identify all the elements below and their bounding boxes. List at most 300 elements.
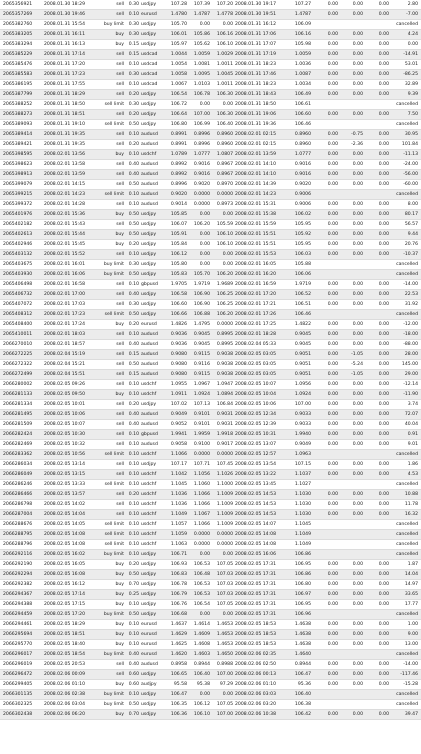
table-row (0, 630, 421, 640)
cell-type: sell (116, 422, 124, 427)
cell-close-price: 0.9051 (294, 352, 311, 357)
table-row (0, 510, 421, 520)
cell-commission: 0.00 (327, 222, 338, 227)
cell-open-time: 2008.01.31 17:14 (44, 52, 86, 57)
table-row (0, 350, 421, 360)
cell-size: 0.20 (128, 492, 139, 497)
cell-type: sell (116, 92, 124, 97)
cell-item: usdjpy (141, 302, 157, 307)
cell-close-time: 2008.01.31 19:06 (235, 112, 277, 117)
cell-open-price: 1.1036 (170, 492, 187, 497)
cell-item: usdjpy (141, 602, 157, 607)
cell-swap: 0.00 (378, 112, 389, 117)
cell-size: 0.50 (128, 702, 139, 707)
cell-open-price: 1.0911 (170, 392, 187, 397)
cell-open-price: 106.35 (170, 702, 187, 707)
cell-stop-loss: 105.62 (193, 42, 210, 47)
cell-close-price: 0.9033 (294, 422, 311, 427)
cell-close-price: 1.0956 (294, 382, 311, 387)
cell-profit: 3.74 (407, 402, 418, 407)
cell-taxes: 0.00 (352, 112, 363, 117)
cell-swap: 0.00 (378, 302, 389, 307)
cell-type: sell (116, 512, 124, 517)
table-row (0, 320, 421, 330)
cell-size: 0.50 (128, 182, 139, 187)
cell-swap: 0.00 (378, 292, 389, 297)
cell-open-time: 2008.02.04 15:21 (44, 362, 86, 367)
cell-close-time: 2008.02.01 14:23 (235, 192, 277, 197)
cell-take-profit: 0.9031 (216, 412, 233, 417)
cell-ticket: 2066287004 (3, 512, 33, 517)
cell-open-time: 2008.02.01 16:06 (44, 272, 86, 277)
cell-profit: cancelled (396, 102, 418, 107)
cell-type: buy (115, 632, 124, 637)
cell-stop-loss: 0.8944 (193, 662, 210, 667)
cell-open-price: 0.9036 (170, 342, 187, 347)
table-row (0, 680, 421, 690)
cell-item: audusd (141, 192, 158, 197)
cell-open-price: 106.65 (170, 672, 187, 677)
cell-stop-loss: 1.9959 (193, 432, 210, 437)
cell-close-price: 106.40 (294, 692, 311, 697)
cell-close-price: 0.9049 (294, 442, 311, 447)
cell-commission: 0.00 (327, 432, 338, 437)
table-row (0, 460, 421, 470)
cell-profit: cancelled (396, 482, 418, 487)
cell-size: 0.30 (128, 72, 139, 77)
cell-close-time: 2008.02.05 10:04 (235, 392, 277, 397)
cell-profit: cancelled (396, 522, 418, 527)
cell-close-time: 2008.02.01 17:20 (235, 292, 277, 297)
cell-close-time: 2008.02.06 02:35 (235, 652, 277, 657)
cell-swap: 0.00 (378, 162, 389, 167)
cell-open-price: 105.70 (170, 22, 187, 27)
cell-open-time: 2008.02.05 10:30 (44, 432, 86, 437)
cell-open-price: 106.71 (170, 552, 187, 557)
cell-swap: 0.00 (378, 382, 389, 387)
cell-ticket: 2065408400 (3, 322, 33, 327)
cell-profit: cancelled (396, 532, 418, 537)
cell-size: 0.10 (128, 152, 139, 157)
cell-item: audusd (141, 442, 158, 447)
cell-ticket: 2065402946 (3, 242, 33, 247)
cell-open-time: 2008.02.04 15:19 (44, 352, 86, 357)
cell-open-time: 2008.02.01 16:58 (44, 282, 86, 287)
table-row (0, 290, 421, 300)
cell-close-price: 1.9719 (294, 282, 311, 287)
cell-taxes: 0.00 (352, 12, 363, 17)
cell-open-time: 2008.01.30 18:29 (44, 2, 86, 7)
cell-item: usdcad (141, 82, 158, 87)
cell-item: usdjpy (141, 312, 157, 317)
cell-profit: -12.00 (403, 322, 418, 327)
cell-close-time: 2008.02.05 03:05 (235, 352, 277, 357)
cell-profit: 2.80 (407, 2, 418, 7)
cell-ticket: 2065403930 (3, 272, 33, 277)
cell-swap: 0.00 (378, 502, 389, 507)
cell-open-price: 106.58 (170, 292, 187, 297)
cell-profit: -86.25 (403, 72, 418, 77)
cell-type: buy limit (103, 702, 124, 707)
cell-item: usdchf (141, 152, 157, 157)
cell-taxes: 0.00 (352, 2, 363, 7)
cell-taxes: 0.00 (352, 322, 363, 327)
cell-close-price: 106.47 (294, 672, 311, 677)
cell-open-price: 1.1042 (170, 472, 187, 477)
cell-stop-loss: 1.4614 (193, 622, 210, 627)
cell-commission: 0.00 (327, 602, 338, 607)
cell-stop-loss: 1.0081 (193, 62, 210, 67)
table-row (0, 550, 421, 560)
cell-ticket: 2065387799 (3, 92, 33, 97)
cell-swap: 0.00 (378, 442, 389, 447)
cell-swap: 0.00 (378, 12, 389, 17)
cell-swap: 0.00 (378, 252, 389, 257)
cell-open-time: 2008.02.05 16:12 (44, 582, 86, 587)
table-row (0, 660, 421, 670)
cell-close-time: 2008.02.05 17:31 (235, 582, 277, 587)
cell-item: usdjpy (141, 22, 157, 27)
cell-open-time: 2008.02.01 17:23 (44, 312, 86, 317)
cell-item: usdcad (141, 72, 158, 77)
cell-take-profit: 0.00 (222, 252, 233, 257)
cell-open-price: 0.9080 (170, 352, 187, 357)
cell-take-profit: 0.00 (222, 212, 233, 217)
cell-item: gbpusd (141, 282, 158, 287)
cell-commission: 0.00 (327, 172, 338, 177)
cell-profit: 56.57 (404, 222, 418, 227)
cell-type: buy (115, 642, 124, 647)
cell-item: audusd (141, 202, 158, 207)
cell-stop-loss: 1.1066 (193, 522, 210, 527)
cell-type: sell (116, 332, 124, 337)
cell-stop-loss: 106.53 (193, 592, 210, 597)
cell-stop-loss: 1.4608 (193, 642, 210, 647)
cell-ticket: 2065410011 (3, 332, 33, 337)
cell-profit: -12.14 (403, 382, 418, 387)
cell-type: sell limit (104, 532, 124, 537)
cell-taxes: 0.00 (352, 232, 363, 237)
cell-commission: 0.00 (327, 562, 338, 567)
cell-size: 0.40 (128, 662, 139, 667)
cell-commission: 0.00 (327, 32, 338, 37)
cell-taxes: 0.00 (352, 662, 363, 667)
cell-type: sell (116, 252, 124, 257)
cell-open-time: 2008.02.05 14:02 (44, 502, 86, 507)
cell-close-price: 106.42 (294, 712, 311, 717)
cell-open-price: 105.97 (170, 42, 187, 47)
cell-open-time: 2008.01.31 19:35 (44, 142, 86, 147)
cell-commission: 0.00 (327, 292, 338, 297)
cell-profit: -14.00 (403, 662, 418, 667)
cell-item: audusd (141, 662, 158, 667)
cell-open-time: 2008.02.01 18:57 (44, 342, 86, 347)
cell-item: usdjpy (141, 212, 157, 217)
cell-open-price: 106.36 (170, 712, 187, 717)
cell-stop-loss: 0.9020 (193, 182, 210, 187)
cell-item: usdjpy (141, 222, 157, 227)
cell-item: usdjpy (141, 712, 157, 717)
cell-open-time: 2008.02.06 00:09 (44, 672, 86, 677)
cell-item: audusd (141, 362, 158, 367)
cell-close-price: 105.95 (294, 242, 311, 247)
cell-close-price: 106.46 (294, 312, 311, 317)
cell-size: 0.10 (128, 12, 139, 17)
cell-take-profit: 0.8973 (216, 202, 233, 207)
cell-close-time: 2008.01.31 18:23 (235, 82, 277, 87)
cell-type: sell (116, 202, 124, 207)
cell-profit: 14.97 (404, 582, 418, 587)
cell-commission: 0.00 (327, 712, 338, 717)
table-row (0, 30, 421, 40)
cell-open-time: 2008.02.01 14:15 (44, 182, 86, 187)
cell-profit: 28.00 (404, 352, 418, 357)
cell-stop-loss: 107.71 (193, 462, 210, 467)
cell-ticket: 2065385583 (3, 72, 33, 77)
cell-open-price: 106.76 (170, 602, 187, 607)
cell-ticket: 2066296472 (3, 672, 33, 677)
cell-ticket: 2065406498 (3, 282, 33, 287)
cell-take-profit: 107.05 (216, 702, 233, 707)
cell-size: 0.25 (128, 592, 139, 597)
cell-swap: 0.00 (378, 712, 389, 717)
cell-commission: 0.00 (327, 72, 338, 77)
cell-type: buy limit (103, 692, 124, 697)
cell-item: audusd (141, 372, 158, 377)
cell-size: 0.10 (128, 432, 139, 437)
cell-taxes: 0.00 (352, 562, 363, 567)
cell-open-time: 2008.02.05 20:53 (44, 662, 86, 667)
cell-swap: 0.00 (378, 342, 389, 347)
cell-commission: 0.00 (327, 622, 338, 627)
cell-size: 0.50 (128, 312, 139, 317)
cell-open-time: 2008.02.05 13:14 (44, 462, 86, 467)
cell-swap: 0.00 (378, 72, 389, 77)
cell-commission: 0.00 (327, 352, 338, 357)
cell-close-price: 1.1045 (294, 522, 311, 527)
cell-commission: 0.00 (327, 162, 338, 167)
cell-taxes: 0.00 (352, 682, 363, 687)
cell-size: 0.15 (128, 372, 139, 377)
cell-swap: 0.00 (378, 622, 389, 627)
cell-take-profit: 97.29 (219, 682, 233, 687)
cell-take-profit: 1.1000 (216, 482, 233, 487)
cell-item: usdjpy (141, 582, 157, 587)
cell-open-time: 2008.02.05 16:02 (44, 552, 86, 557)
cell-close-price: 106.52 (294, 292, 311, 297)
cell-item: usdjpy (141, 552, 157, 557)
cell-open-price: 1.1066 (170, 452, 187, 457)
cell-type: buy (115, 232, 124, 237)
cell-type: sell limit (104, 482, 124, 487)
cell-open-price: 1.4620 (170, 652, 187, 657)
cell-type: sell (116, 302, 124, 307)
cell-swap: 0.00 (378, 362, 389, 367)
cell-open-time: 2008.01.31 18:51 (44, 112, 86, 117)
cell-profit: cancelled (396, 192, 418, 197)
cell-size: 0.10 (128, 542, 139, 547)
cell-ticket: 2065406732 (3, 292, 33, 297)
cell-open-time: 2008.02.01 13:59 (44, 172, 86, 177)
cell-ticket: 2066283362 (3, 452, 33, 457)
cell-ticket: 2066302325 (3, 702, 33, 707)
cell-item: usdchf (141, 472, 157, 477)
cell-item: audjpy (141, 682, 157, 687)
cell-open-price: 105.83 (170, 272, 187, 277)
cell-open-price: 0.9049 (170, 412, 187, 417)
cell-take-profit: 0.8967 (216, 162, 233, 167)
cell-stop-loss: 1.4609 (193, 632, 210, 637)
cell-item: usdjpy (141, 692, 157, 697)
cell-take-profit: 0.0000 (216, 452, 233, 457)
cell-close-time: 2008.02.05 14:53 (235, 502, 277, 507)
cell-profit: 1.00 (407, 622, 418, 627)
cell-take-profit: 1.0045 (216, 72, 233, 77)
table-row (0, 620, 421, 630)
cell-type: sell (116, 2, 124, 7)
cell-close-time: 2008.02.01 16:59 (235, 282, 277, 287)
cell-size: 0.50 (128, 222, 139, 227)
cell-close-price: 0.9051 (294, 372, 311, 377)
cell-open-price: 1.1045 (170, 482, 187, 487)
cell-ticket: 2065407072 (3, 302, 33, 307)
cell-open-time: 2008.01.31 19:35 (44, 132, 86, 137)
cell-stop-loss: 106.53 (193, 562, 210, 567)
cell-taxes: -2.36 (351, 142, 363, 147)
cell-open-price: 105.91 (170, 232, 187, 237)
cell-profit: 8.00 (407, 202, 418, 207)
cell-open-price: 106.47 (170, 692, 187, 697)
cell-close-price: 106.97 (294, 592, 311, 597)
cell-ticket: 2066281334 (3, 402, 33, 407)
cell-take-profit: 0.00 (222, 612, 233, 617)
cell-size: 0.10 (128, 442, 139, 447)
cell-item: usdjpy (141, 42, 157, 47)
cell-open-time: 2008.02.01 14:23 (44, 192, 86, 197)
cell-swap: 0.00 (378, 582, 389, 587)
cell-open-time: 2008.02.05 18:51 (44, 632, 86, 637)
cell-size: 0.10 (128, 132, 139, 137)
cell-size: 0.30 (128, 32, 139, 37)
cell-commission: 0.00 (327, 662, 338, 667)
cell-commission: 0.00 (327, 672, 338, 677)
cell-open-time: 2008.02.05 09:26 (44, 382, 86, 387)
cell-close-time: 2008.02.01 02:15 (235, 132, 277, 137)
cell-open-time: 2008.02.05 10:32 (44, 442, 86, 447)
cell-close-time: 2008.02.05 12:57 (235, 452, 277, 457)
cell-type: buy limit (103, 552, 124, 557)
cell-take-profit: 106.30 (216, 92, 233, 97)
cell-profit: cancelled (396, 692, 418, 697)
cell-take-profit: 0.00 (222, 262, 233, 267)
cell-item: usdchf (141, 452, 157, 457)
cell-take-profit: 107.00 (216, 672, 233, 677)
cell-close-time: 2008.02.01 15:51 (235, 242, 277, 247)
cell-take-profit: 1.1009 (216, 522, 233, 527)
cell-take-profit: 0.00 (222, 552, 233, 557)
cell-taxes: -1.05 (351, 372, 363, 377)
cell-item: eurusd (141, 12, 157, 17)
cell-item: usdjpy (141, 32, 157, 37)
table-row (0, 700, 421, 710)
cell-stop-loss: 0.9016 (193, 162, 210, 167)
cell-ticket: 2066292294 (3, 572, 33, 577)
table-row (0, 200, 421, 210)
cell-stop-loss: 1.1056 (193, 472, 210, 477)
cell-type: buy limit (103, 262, 124, 267)
cell-open-price: 1.9941 (170, 432, 187, 437)
cell-close-time: 2008.02.01 14:10 (235, 162, 277, 167)
cell-taxes: 0.00 (352, 212, 363, 217)
cell-commission: 0.00 (327, 82, 338, 87)
cell-open-price: 106.60 (170, 302, 187, 307)
cell-take-profit: 1.1009 (216, 492, 233, 497)
cell-close-time: 2008.01.30 19:51 (235, 12, 277, 17)
cell-item: usdjpy (141, 262, 157, 267)
cell-swap: 0.00 (378, 472, 389, 477)
cell-close-price: 0.9016 (294, 162, 311, 167)
cell-profit: 40.04 (404, 422, 418, 427)
cell-swap: 0.00 (378, 602, 389, 607)
cell-open-time: 2008.02.01 13:56 (44, 152, 86, 157)
cell-close-price: 1.4638 (294, 642, 311, 647)
cell-take-profit: 107.03 (216, 572, 233, 577)
table-row (0, 270, 421, 280)
cell-item: audusd (141, 412, 158, 417)
cell-ticket: 2066270010 (3, 342, 33, 347)
cell-item: usdcad (141, 52, 158, 57)
cell-ticket: 2066288796 (3, 542, 33, 547)
cell-take-profit: 0.9017 (216, 442, 233, 447)
table-row (0, 70, 421, 80)
cell-ticket: 2066292116 (3, 552, 33, 557)
cell-type: sell (116, 442, 124, 447)
cell-stop-loss: 106.88 (193, 312, 210, 317)
cell-item: usdjpy (141, 102, 157, 107)
cell-taxes: 0.00 (352, 502, 363, 507)
cell-ticket: 2065388252 (3, 102, 33, 107)
cell-stop-loss: 0.9045 (193, 342, 210, 347)
cell-taxes: 0.00 (352, 292, 363, 297)
cell-close-time: 2008.02.01 15:31 (235, 202, 277, 207)
cell-take-profit: 1.9689 (216, 282, 233, 287)
cell-commission: 0.00 (327, 402, 338, 407)
cell-close-price: 1.1030 (294, 512, 311, 517)
cell-size: 0.40 (128, 162, 139, 167)
cell-stop-loss: 0.0000 (193, 202, 210, 207)
cell-ticket: 2065389093 (3, 122, 33, 127)
cell-ticket: 2065389421 (3, 142, 33, 147)
table-row (0, 20, 421, 30)
cell-profit: 4.53 (407, 472, 418, 477)
cell-take-profit: 1.4653 (216, 642, 233, 647)
cell-profit: 72.07 (404, 412, 418, 417)
cell-type: buy (115, 42, 124, 47)
cell-close-price: 107.27 (294, 2, 311, 7)
cell-close-time: 2008.01.30 19:17 (235, 2, 277, 7)
cell-taxes: -5.24 (351, 362, 363, 367)
cell-commission: 0.00 (327, 572, 338, 577)
cell-taxes: 0.00 (352, 412, 363, 417)
cell-taxes: 0.00 (352, 32, 363, 37)
cell-stop-loss: 1.1066 (193, 502, 210, 507)
cell-open-price: 106.68 (170, 612, 187, 617)
cell-taxes: 0.00 (352, 202, 363, 207)
cell-open-time: 2008.02.05 09:50 (44, 392, 86, 397)
cell-ticket: 2066272499 (3, 372, 33, 377)
cell-swap: 0.00 (378, 662, 389, 667)
cell-profit: cancelled (396, 452, 418, 457)
